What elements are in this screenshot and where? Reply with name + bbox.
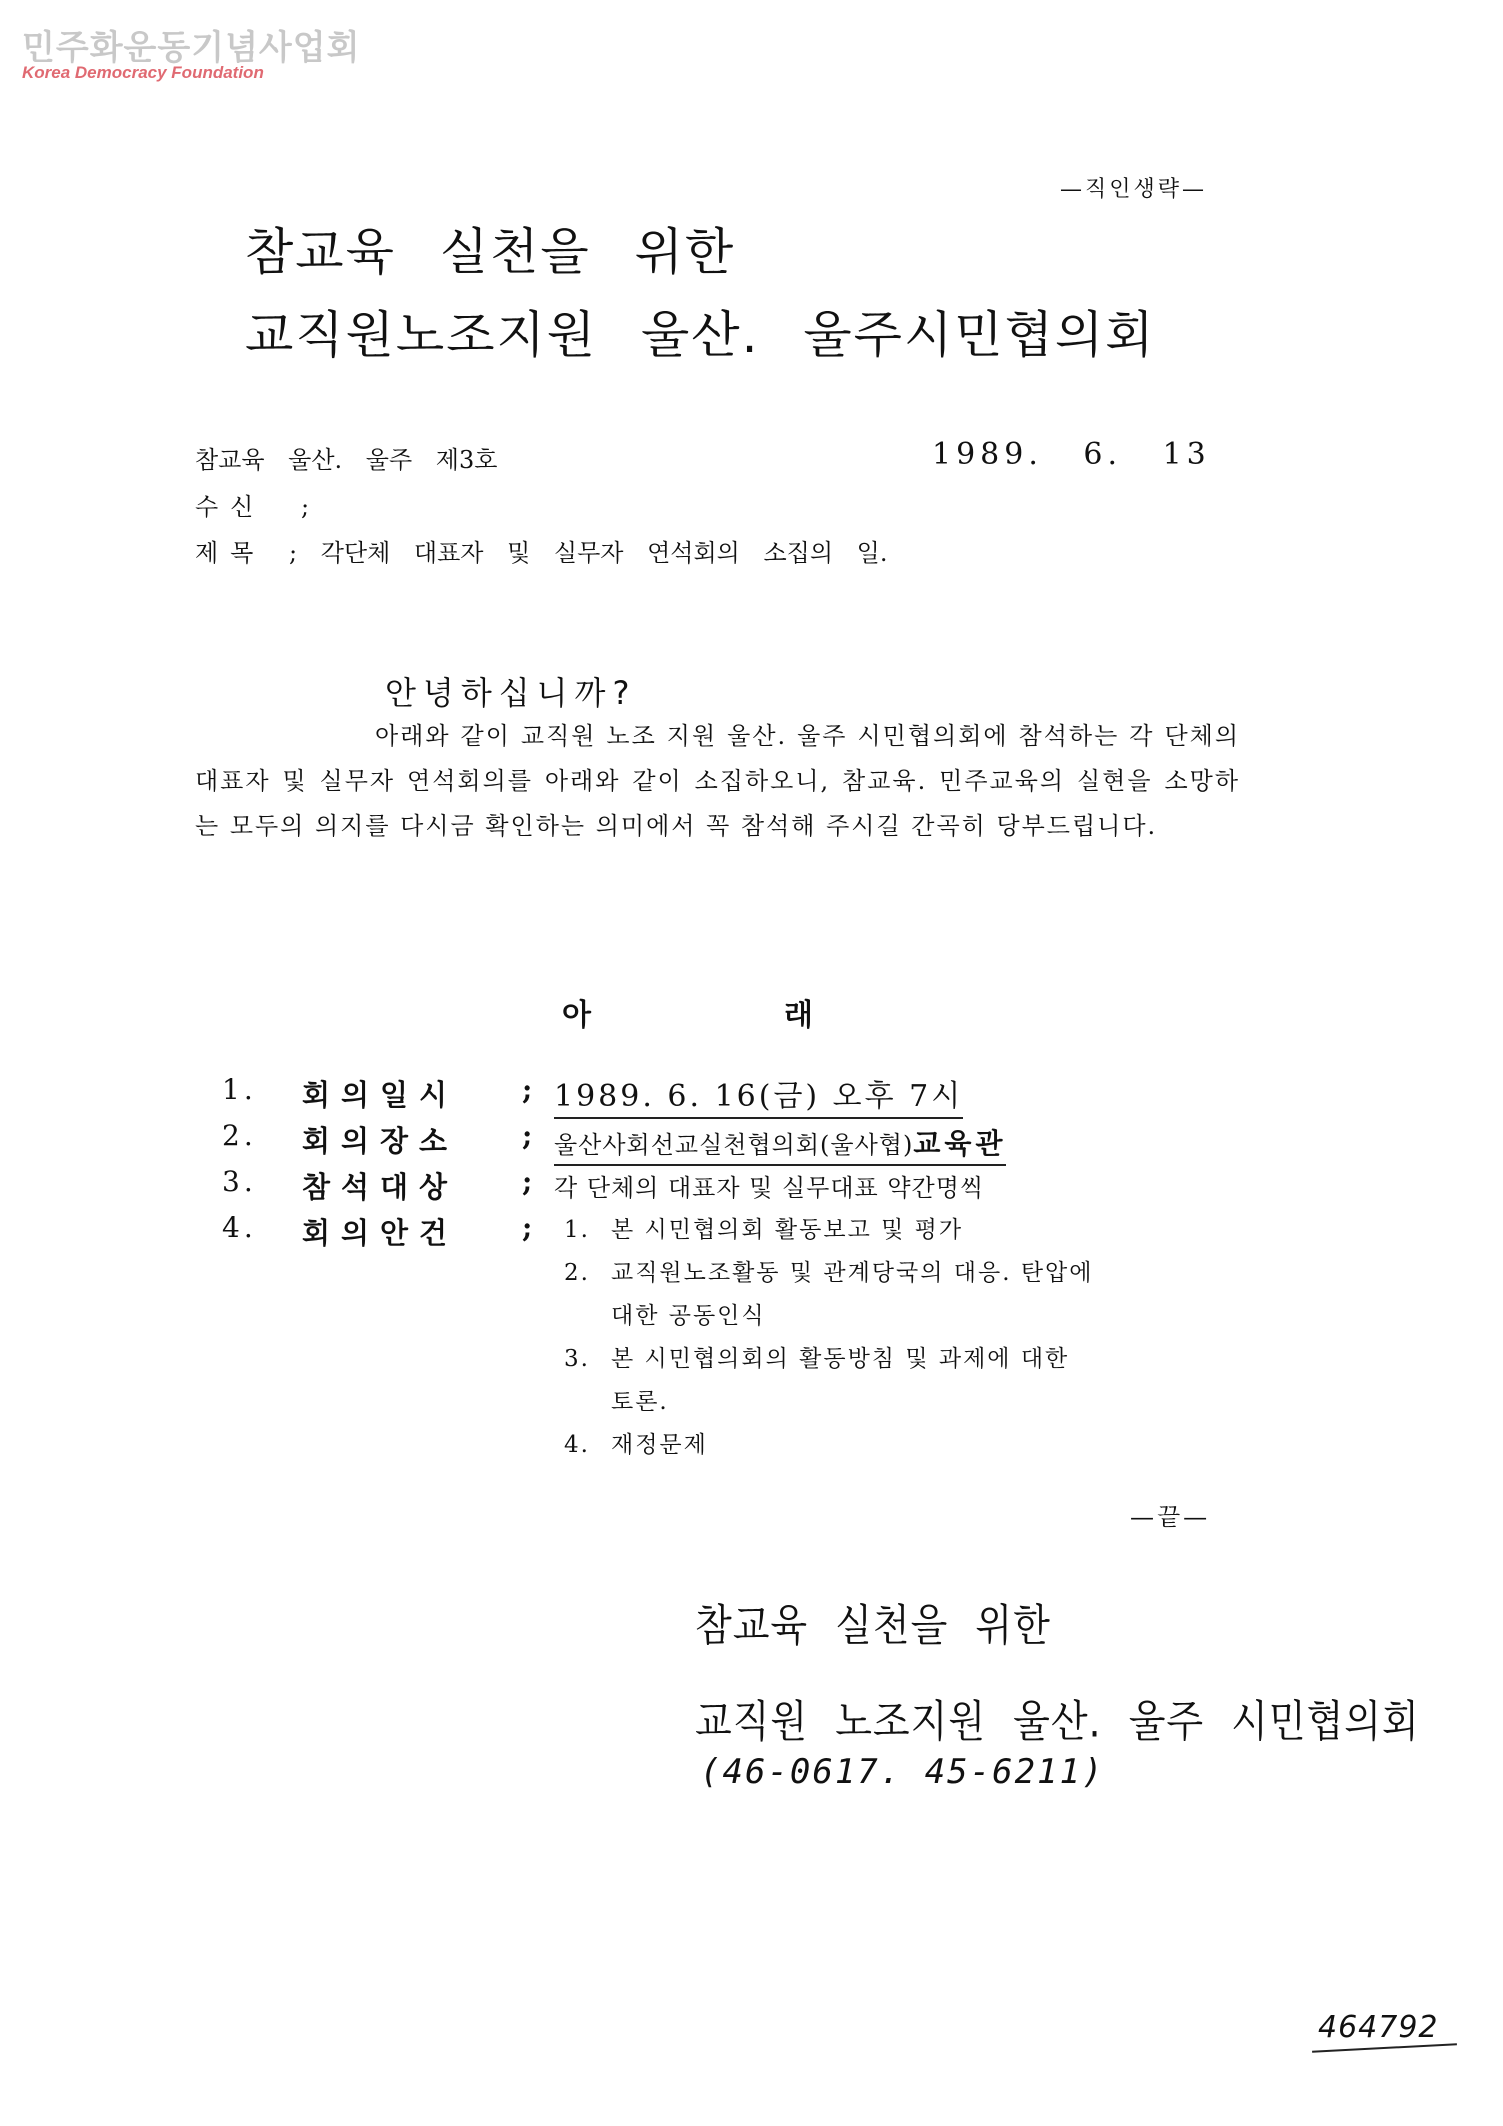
item-separator: ;	[522, 1165, 533, 1198]
body-text: 아래와 같이 교직원 노조 지원 울산. 울주 시민협의회에 참석하는 각 단체의 대표자 및 실무자 연석회의를 아래와 같이 소집하오니, 참교육. 민주교육의 실현을 소망하는 모두의 의지를 다시금 확인하는 의미에서 꼭 참석해 주시길 간곡히 당부드립니다.	[195, 722, 1240, 840]
seal-omitted-note: —직인생략—	[1060, 177, 1208, 202]
subject-label: 제목	[195, 539, 266, 567]
item-value: 1989. 6. 16(금) 오후 7시	[554, 1071, 963, 1119]
item-separator: ;	[522, 1119, 533, 1152]
agenda-item	[564, 1424, 1204, 1467]
item-label: 회의장소	[302, 1124, 459, 1158]
agenda-number: 2.	[564, 1260, 590, 1286]
signature-line-1: 참교육 실천을 위한	[695, 1600, 1051, 1651]
item-label: 참석대상	[302, 1170, 459, 1204]
subject-text: ; 각단체 대표자 및 실무자 연석회의 소집의 일.	[289, 539, 888, 567]
title-line-2: 교직원노조지원 울산. 울주시민협의회	[245, 306, 1156, 364]
recipient-label: 수신	[195, 493, 266, 521]
item-separator: ;	[522, 1211, 533, 1244]
item-number: 2.	[222, 1119, 257, 1152]
detail-item-venue	[222, 1119, 1222, 1165]
agenda-text: 교직원노조활동 및 관계당국의 대응. 탄압에	[611, 1260, 1094, 1286]
agenda-number: 3.	[564, 1346, 590, 1372]
subject-line	[195, 533, 887, 568]
item-value: 각 단체의 대표자 및 실무대표 약간명씩	[554, 1174, 985, 1202]
title-line-1: 참교육 실천을 위한	[245, 223, 736, 281]
recipient-sep: ;	[301, 493, 322, 521]
item-number: 4.	[222, 1211, 257, 1244]
item-number: 3.	[222, 1165, 257, 1198]
archive-number: 464792	[1318, 2010, 1439, 2045]
item-value: 울산사회선교실천협의회(울사협)	[554, 1131, 914, 1159]
document-number: 참교육 울산. 울주 제3호	[195, 446, 498, 474]
item-label: 회의안건	[302, 1216, 459, 1250]
body-paragraph	[195, 714, 1240, 849]
signature-line-2: 교직원 노조지원 울산. 울주 시민협의회	[695, 1696, 1420, 1747]
agenda-number: 1.	[564, 1217, 590, 1243]
recipient-line	[195, 487, 321, 522]
agenda-item	[564, 1338, 1204, 1424]
greeting: 안녕하십니까?	[385, 674, 637, 712]
agenda-number: 4.	[564, 1432, 590, 1458]
agenda-continuation: 대한 공동인식	[611, 1303, 766, 1329]
agenda-text: 본 시민협의회의 활동방침 및 과제에 대한	[611, 1346, 1070, 1372]
watermark-korean: 민주화운동기념사업회	[22, 28, 361, 68]
signature-phone: (46-0617. 45-6211)	[700, 1752, 1105, 1792]
item-number: 1.	[222, 1073, 257, 1106]
detail-item-datetime	[222, 1073, 1222, 1119]
agenda-text: 재정문제	[611, 1432, 708, 1458]
agenda-item	[564, 1252, 1204, 1338]
item-value-strong: 교육관	[913, 1127, 1007, 1160]
item-value-wrap	[554, 1122, 1006, 1166]
watermark-english: Korea Democracy Foundation	[22, 63, 264, 82]
agenda-continuation: 토론.	[611, 1389, 669, 1415]
agenda-list	[564, 1209, 1204, 1467]
detail-item-attendees	[222, 1165, 1222, 1211]
item-separator: ;	[522, 1073, 533, 1106]
below-heading	[562, 990, 816, 1034]
item-label: 회의일시	[302, 1078, 459, 1112]
agenda-item	[564, 1209, 1204, 1252]
below-right: 래	[783, 998, 816, 1033]
below-left: 아	[562, 998, 594, 1033]
agenda-text: 본 시민협의회 활동보고 및 평가	[611, 1217, 964, 1243]
document-date: 1989. 6. 13	[932, 437, 1211, 472]
meeting-details	[222, 1073, 1222, 1458]
end-mark: —끝—	[1130, 1503, 1211, 1531]
